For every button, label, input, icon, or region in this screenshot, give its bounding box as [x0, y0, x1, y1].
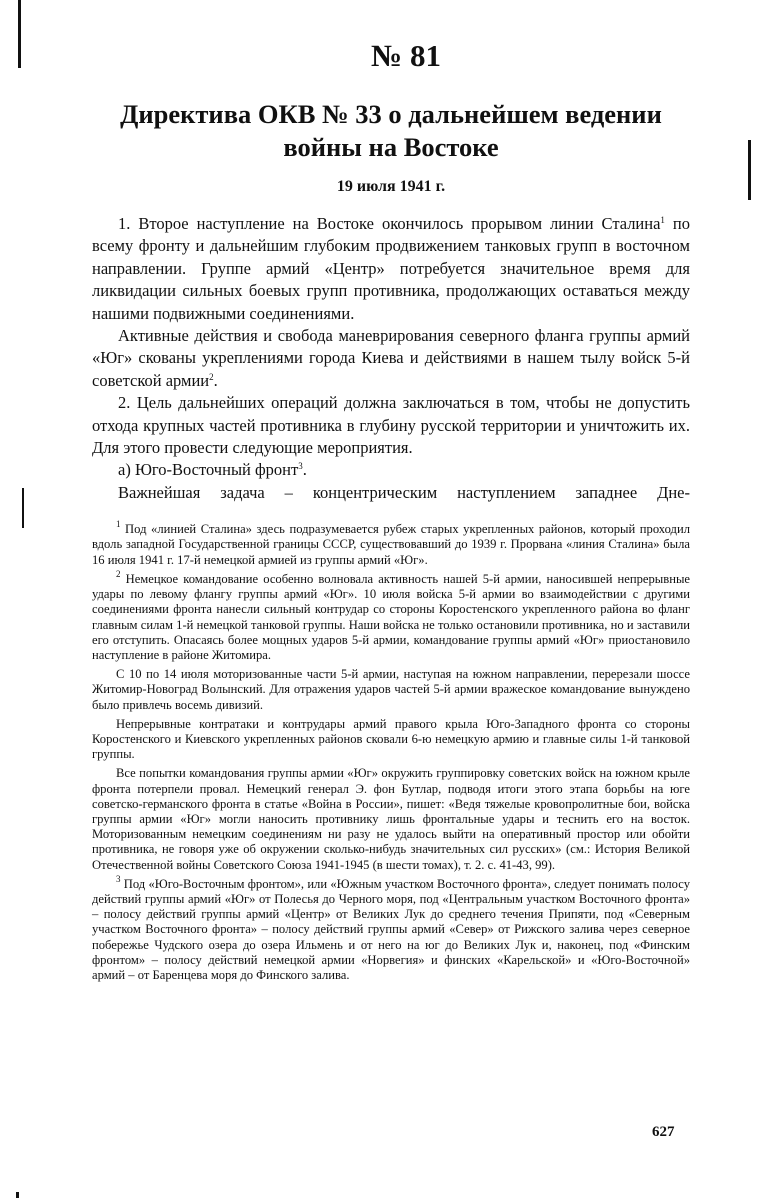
page-number: 627: [652, 1124, 675, 1140]
footnotes: [92, 519, 690, 983]
footnote: [92, 873, 690, 983]
paragraph: [92, 325, 690, 392]
paragraph-text: .: [302, 460, 307, 480]
footnote-continuation: Все попытки командования группы армии «Юг» окружить группировку советских войск на южном крыле фронта потерпели провал. Немецкий генерал Э. фон Бутлар, подводя итоги этого этапа борьбы на юге советско-германского фронта в статье «Война в России», пишет: «Ведя тяжелые кровопролитные бои, войска группы армии «Юг» могли наносить противнику лишь фронтальные удары и теснить его на восток. Моторизованным немецким соединениям ни разу не удалось выйти на оперативный простор или обойти противника, не говоря уже об окружении сколько-нибудь значительных сил русских» (см.: История Великой Отечественной войны Советского Союза 1941-1945 (в шести томах), т. 2. с. 41-43, 99).: [92, 766, 690, 872]
title-line-1: Директива ОКВ № 33 о дальнейшем ведении: [120, 99, 662, 129]
paragraph-text: по всему фронту и дальнейшим глубоким продвижением танковых групп в восточном направлении. Группе армий «Центр» потребуется значительное время для ликвидации сильных боевых групп противника, продолжающих оставаться между нашими подвижными соединениями.: [92, 214, 690, 323]
footnote-continuation: Непрерывные контратаки и контрудары армий правого крыла Юго-Западного фронта со стороны Коростенского и Киевского укрепленных районов сковали 6-ю немецкую армию и главные силы 1-й танковой группы.: [92, 716, 690, 762]
footnote-text: Немецкое командование особенно волновала активность нашей 5-й армии, наносившей непрерывные удары по левому флангу группы армий «Юг». 10 июля войска 5-й армии во взаимодействии с другими соединениями фронта нанесли сильный контрудар со стороны Коростенского укрепленного района во фланг главным силам 1-й немецкой танковой группы. Наши войска не только остановили противника, но и заставили его отступить. Опасаясь более мощных ударов 5-й армии, командование группы армий «Юг» приостановило наступление в районе Житомира.: [92, 571, 690, 662]
footnote-ref: 3: [298, 461, 303, 472]
footnote-ref: 1: [660, 215, 665, 225]
margin-mark: [18, 0, 21, 68]
paragraph-text: Активные действия и свобода маневрирования северного фланга группы армий «Юг» скованы укреплениями города Киева и действиями в нашем тылу войск 5-й советской армии: [92, 326, 690, 390]
paragraph-text: .: [213, 370, 218, 390]
title-line-2: войны на Востоке: [283, 132, 499, 162]
paragraph-text: а) Юго-Восточный фронт: [118, 460, 299, 480]
margin-mark: [22, 488, 24, 528]
footnote: [92, 519, 690, 568]
margin-mark: [748, 140, 751, 200]
document-page: [92, 38, 690, 987]
paragraph: [92, 459, 690, 481]
paragraph-text: 1. Второе наступление на Востоке окончилось прорывом линии Сталина: [118, 214, 661, 233]
paragraph: [92, 213, 690, 325]
paragraph: Важнейшая задача – концентрическим наступлением западнее Дне-: [118, 482, 690, 502]
footnote-mark: 3: [116, 873, 121, 884]
document-date: 19 июля 1941 г.: [336, 178, 446, 195]
footnote-ref: 2: [209, 371, 214, 382]
footnote-text: Под «линией Сталина» здесь подразумевается рубеж старых укрепленных районов, который проходил вдоль западной Государственной границы СССР, существовавший до 1939 г. Прорвана «линия Сталина» была 16 июля 1941 г. 17-й немецкой армией из группы армий «Юг».: [92, 522, 690, 567]
footnote-mark: 2: [116, 568, 121, 579]
body-text: [92, 213, 690, 504]
footnote-mark: 1: [116, 519, 121, 530]
document-number: № 81: [371, 38, 441, 73]
document-title: [92, 98, 690, 164]
footnote-text: Под «Юго-Восточным фронтом», или «Южным участком Восточного фронта», следует понимать полосу действий группы армий «Юг» от Полесья до Черного моря, под «Центральным участком Восточного фронта» – полосу действий группы армий «Центр» от Великих Лук до среднего течения Припяти, под «Северным участком Восточного фронта» – полосу действий группы армий «Север» от Рижского залива через северное побережье Чудского озера до озера Ильмень и от него на юг до Великих Лук и, наконец, под «Финским фронтом» – полосу действий немецкой армии «Норвегия» и финских «Карельской» и «Юго-Восточной» армий – от Баренцева моря до Финского залива.: [92, 876, 690, 982]
margin-mark: [16, 1192, 19, 1198]
footnote-continuation: С 10 по 14 июля моторизованные части 5-й армии, наступая на южном направлении, перерезали шоссе Житомир-Новоград Волынский. Для отражения ударов частей 5-й армии вражеское командование вынуждено было привлечь восемь дивизий.: [92, 667, 690, 712]
footnote: [92, 568, 690, 663]
paragraph: 2. Цель дальнейших операций должна заключаться в том, чтобы не допустить отхода крупных частей противника в глубину русской территории и уничтожить их. Для этого провести следующие мероприятия.: [92, 393, 690, 458]
